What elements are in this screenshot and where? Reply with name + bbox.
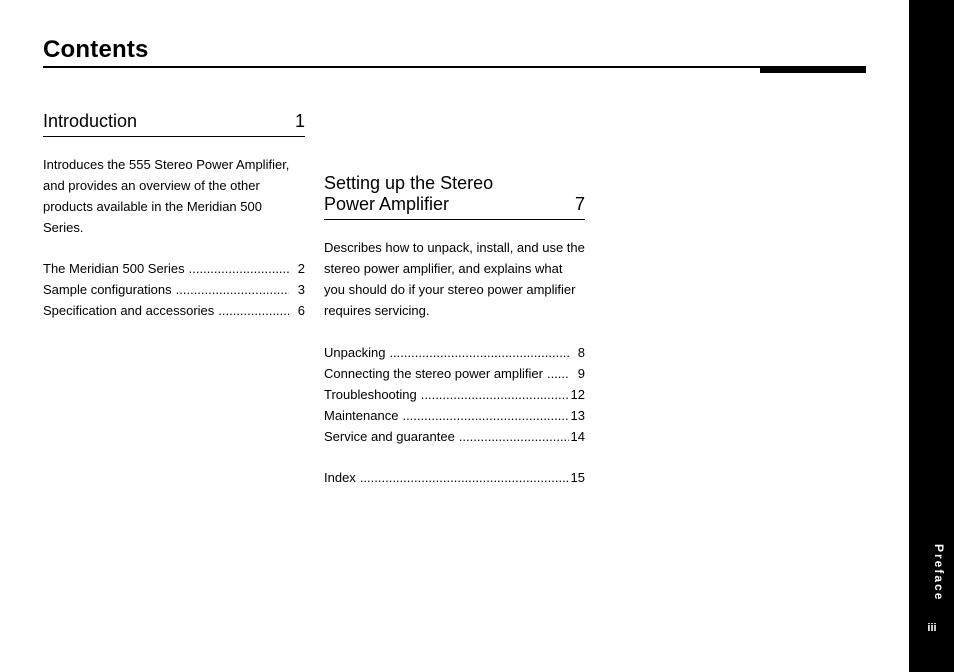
- toc-leader: [459, 426, 569, 447]
- toc-entry-page: 14: [570, 429, 585, 444]
- toc-entry-specification[interactable]: [43, 300, 305, 321]
- introduction-page: 1: [294, 111, 305, 131]
- toc-entry-connecting[interactable]: [324, 363, 585, 384]
- introduction-description: Introduces the 555 Stereo Power Amplifier, and provides an overview of the other products available in the Meridian 500 Series.: [43, 157, 290, 235]
- setup-heading[interactable]: [324, 173, 585, 220]
- toc-entry-unpacking[interactable]: [324, 342, 585, 363]
- index-entries: [324, 467, 585, 488]
- toc-entry-page: 3: [297, 282, 305, 297]
- toc-entry-page: 12: [570, 387, 585, 402]
- toc-entry-label: Unpacking: [324, 345, 386, 360]
- introduction-title: Introduction: [43, 111, 138, 131]
- toc-entry-page: 13: [570, 408, 585, 423]
- toc-entry-label: Connecting the stereo power amplifier: [324, 366, 543, 381]
- toc-entry-page: 2: [297, 261, 305, 276]
- setup-page: 7: [574, 194, 585, 214]
- introduction-entries: [43, 258, 305, 321]
- toc-entry-label: Sample configurations: [43, 282, 172, 297]
- toc-entry-label: Index: [324, 470, 356, 485]
- toc-entry-page: 6: [297, 303, 305, 318]
- toc-entry-meridian-500-series[interactable]: [43, 258, 305, 279]
- toc-entry-index[interactable]: [324, 467, 585, 488]
- toc-entry-page: 15: [570, 470, 585, 485]
- introduction-heading[interactable]: [43, 111, 305, 137]
- toc-entry-maintenance[interactable]: [324, 405, 585, 426]
- toc-entry-label: The Meridian 500 Series: [43, 261, 185, 276]
- page-title: Contents: [43, 36, 149, 63]
- toc-entry-label: Specification and accessories: [43, 303, 215, 318]
- toc-leader: [218, 300, 289, 321]
- sidebar-section-label: Preface: [932, 544, 946, 602]
- setup-description: Describes how to unpack, install, and use the stereo power amplifier, and explains what you should do if your stereo power amplifier requires servicing.: [324, 240, 585, 318]
- toc-entry-sample-configurations[interactable]: [43, 279, 305, 300]
- toc-entry-page: 8: [577, 345, 585, 360]
- title-rule-bar: [760, 66, 866, 73]
- toc-entry-label: Service and guarantee: [324, 429, 455, 444]
- toc-entry-label: Troubleshooting: [324, 387, 417, 402]
- page-number: iii: [927, 622, 937, 634]
- toc-entry-troubleshooting[interactable]: [324, 384, 585, 405]
- toc-entry-service[interactable]: [324, 426, 585, 447]
- toc-leader: [389, 342, 569, 363]
- toc-entry-page: 9: [577, 366, 585, 381]
- toc-leader: [402, 405, 568, 426]
- setup-entries: [324, 342, 585, 447]
- setup-title: Setting up the Stereo Power Amplifier: [324, 173, 494, 214]
- title-rule: [43, 66, 866, 68]
- toc-entry-label: Maintenance: [324, 408, 399, 423]
- toc-leader: [189, 258, 289, 279]
- toc-leader: [421, 384, 569, 405]
- toc-leader: [360, 467, 569, 488]
- toc-leader: [547, 363, 569, 384]
- toc-leader: [176, 279, 289, 300]
